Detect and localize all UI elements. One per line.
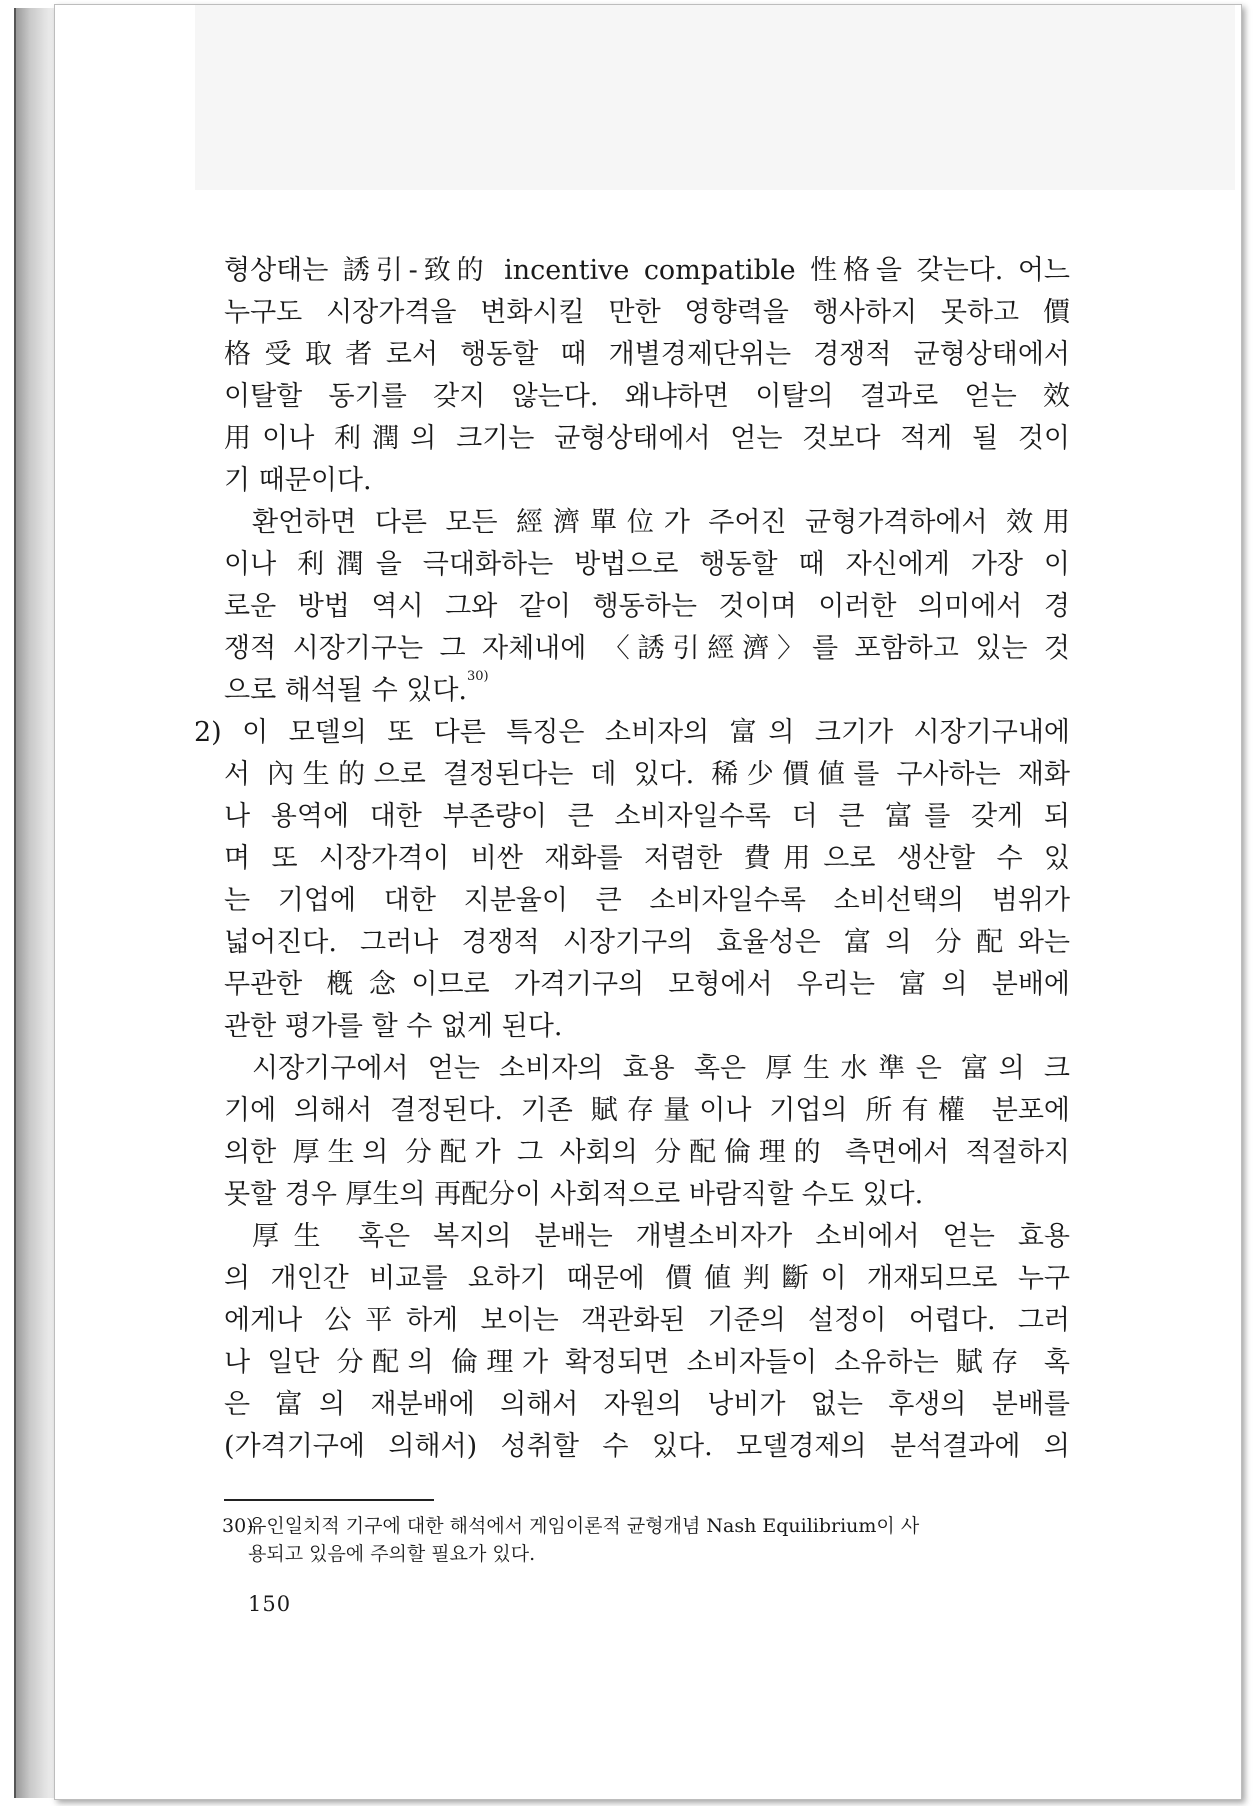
text-line: 기 때문이다. <box>224 465 372 496</box>
numbered-item-line: 2) 이 모델의 또 다른 특징은 소비자의 富의 크기가 시장기구내에 <box>194 717 1070 748</box>
text-line: 의한 厚生의 分配가 그 사회의 分配倫理的 측면에서 적절하지 <box>224 1137 1070 1168</box>
footnote-line: 용되고 있음에 주의할 필요가 있다. <box>248 1543 536 1565</box>
footnote-number: 30) <box>222 1515 254 1537</box>
text-line: 로운 방법 역시 그와 같이 행동하는 것이며 이러한 의미에서 경 <box>224 591 1070 622</box>
book-spine-edge <box>14 8 56 1798</box>
text-line: 나 용역에 대한 부존량이 큰 소비자일수록 더 큰 富를 갖게 되 <box>224 801 1070 832</box>
text-line: 는 기업에 대한 지분율이 큰 소비자일수록 소비선택의 범위가 <box>224 885 1070 916</box>
page-number: 150 <box>248 1592 292 1616</box>
text-line: 며 또 시장가격이 비싼 재화를 저렴한 費用으로 생산할 수 있 <box>224 843 1070 874</box>
body-text <box>194 250 1070 1468</box>
page-top-shading <box>195 5 1235 190</box>
text-line: 의 개인간 비교를 요하기 때문에 價値判斷이 개재되므로 누구 <box>224 1263 1070 1294</box>
footnote-line: 유인일치적 기구에 대한 해석에서 게임이론적 균형개념 Nash Equilibrium이 사 <box>248 1515 920 1537</box>
text-line: 기에 의해서 결정된다. 기존 賦存量이나 기업의 所有權 분포에 <box>224 1095 1070 1126</box>
footnote <box>222 1512 1078 1568</box>
text-line: 나 일단 分配의 倫理가 확정되면 소비자들이 소유하는 賦存 혹 <box>224 1347 1070 1378</box>
text-line: 시장기구에서 얻는 소비자의 효용 혹은 厚生水準은 富의 크 <box>252 1053 1070 1084</box>
text-line: 이나 利潤을 극대화하는 방법으로 행동할 때 자신에게 가장 이 <box>224 549 1070 580</box>
text-line: 환언하면 다른 모든 經濟單位가 주어진 균형가격하에서 效用 <box>252 507 1070 538</box>
text-line: 用이나 利潤의 크기는 균형상태에서 얻는 것보다 적게 될 것이 <box>224 423 1070 454</box>
text-line: 못할 경우 厚生의 再配分이 사회적으로 바람직할 수도 있다. <box>224 1179 924 1210</box>
footnote-divider <box>224 1499 434 1501</box>
text-line: 서 內生的으로 결정된다는 데 있다. 稀少價値를 구사하는 재화 <box>224 759 1070 790</box>
text-line: (가격기구에 의해서) 성취할 수 있다. 모델경제의 분석결과에 의 <box>224 1431 1070 1462</box>
text-line: 넓어진다. 그러나 경쟁적 시장기구의 효율성은 富의 分配와는 <box>224 927 1070 958</box>
text-line-content: 으로 해석될 수 있다. <box>224 675 467 706</box>
text-line: 에게나 公平하게 보이는 객관화된 기준의 설정이 어렵다. 그러 <box>224 1305 1070 1336</box>
text-line: 누구도 시장가격을 변화시킬 만한 영향력을 행사하지 못하고 價 <box>224 297 1070 328</box>
text-line: 관한 평가를 할 수 없게 된다. <box>224 1011 563 1042</box>
text-line: 이탈할 동기를 갖지 않는다. 왜냐하면 이탈의 결과로 얻는 效 <box>224 381 1070 412</box>
footnote-reference: 30) <box>467 670 489 684</box>
text-line: 형상태는 誘引-致的 incentive compatible 性格을 갖는다. 어느 <box>224 255 1070 286</box>
text-line: 厚生 혹은 복지의 분배는 개별소비자가 소비에서 얻는 효용 <box>252 1221 1070 1252</box>
text-line <box>224 670 1070 712</box>
text-line: 은 富의 재분배에 의해서 자원의 낭비가 없는 후생의 분배를 <box>224 1389 1070 1420</box>
text-line: 무관한 槪念이므로 가격기구의 모형에서 우리는 富의 분배에 <box>224 969 1070 1000</box>
text-line: 格受取者로서 행동할 때 개별경제단위는 경쟁적 균형상태에서 <box>224 339 1070 370</box>
text-line: 쟁적 시장기구는 그 자체내에 〈誘引經濟〉를 포함하고 있는 것 <box>224 633 1070 664</box>
